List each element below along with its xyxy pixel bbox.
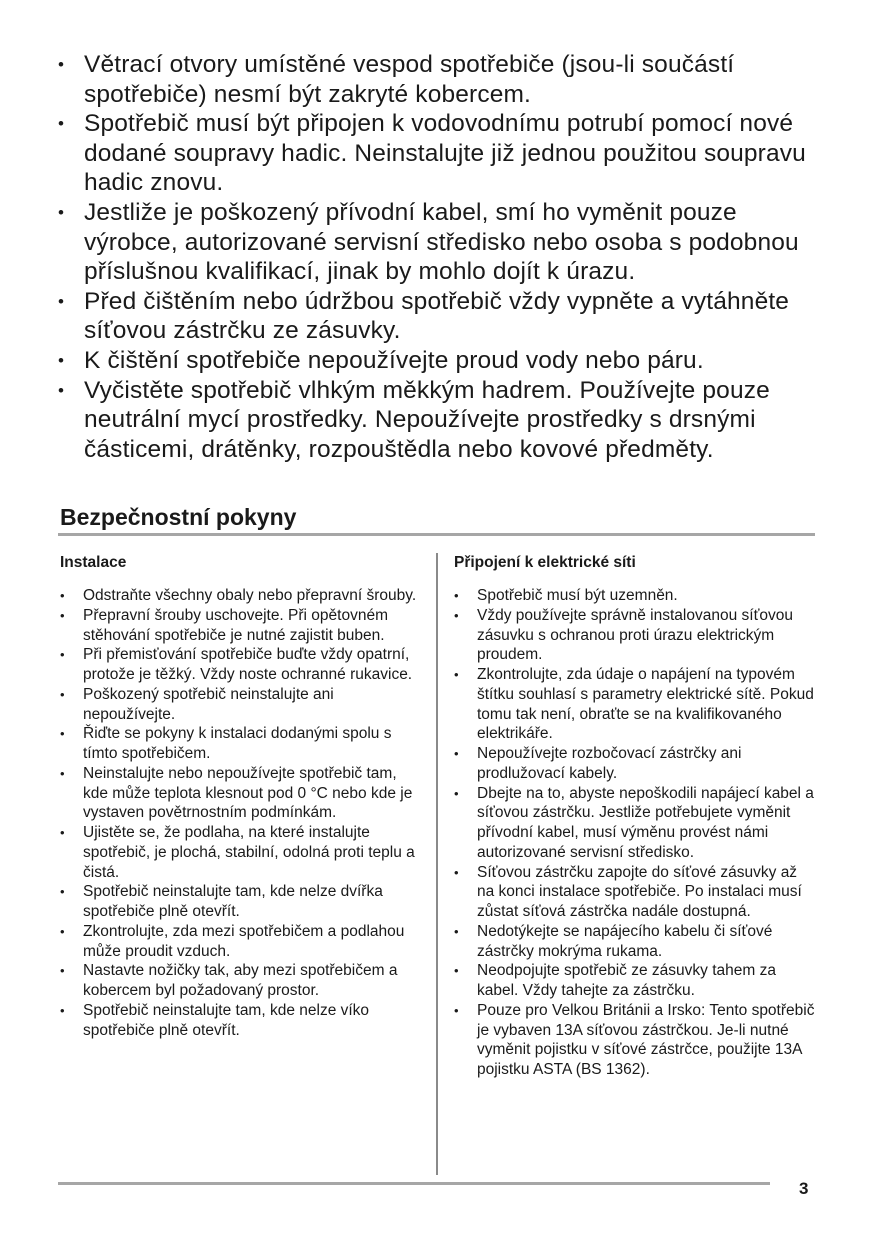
list-item: • Ujistěte se, že podlaha, na které instalujte spotřebič, je plochá, stabilní, odolná proti teplu a čistá. <box>60 823 422 882</box>
list-item: • Přepravní šrouby uschovejte. Při opětovném stěhování spotřebiče je nutné zajistit buben. <box>60 606 422 646</box>
list-item: • Neinstalujte nebo nepoužívejte spotřebič tam, kde může teplota klesnout pod 0 °C nebo kde je vystaven povětrnostním podmínkám. <box>60 764 422 823</box>
list-item: • Spotřebič neinstalujte tam, kde nelze dvířka spotřebiče plně otevřít. <box>60 882 422 922</box>
list-item: • Nedotýkejte se napájecího kabelu či síťové zástrčky mokrýma rukama. <box>454 922 816 962</box>
list-item: • Neodpojujte spotřebič ze zásuvky tahem za kabel. Vždy tahejte za zástrčku. <box>454 961 816 1001</box>
list-item: • Před čištěním nebo údržbou spotřebič vždy vypněte a vytáhněte síťovou zástrčku ze zásuvky. <box>58 287 833 346</box>
list-item: • Spotřebič neinstalujte tam, kde nelze víko spotřebiče plně otevřít. <box>60 1001 422 1041</box>
list-item: • Jestliže je poškozený přívodní kabel, smí ho vyměnit pouze výrobce, autorizované servisní středisko nebo osoba s podobnou příslušnou kvalifikací, jinak by mohlo dojít k úrazu. <box>58 198 833 287</box>
list-item: • Poškozený spotřebič neinstalujte ani nepoužívejte. <box>60 685 422 725</box>
intro-bullet-list <box>58 50 833 464</box>
list-item: • Při přemisťování spotřebiče buďte vždy opatrní, protože je těžký. Vždy noste ochranné rukavice. <box>60 645 422 685</box>
list-item: • Vyčistěte spotřebič vlhkým měkkým hadrem. Používejte pouze neutrální mycí prostředky. Nepoužívejte prostředky s drsnými částicemi, drátěnky, rozpouštědla nebo kovové předměty. <box>58 376 833 465</box>
list-item: • Nepoužívejte rozbočovací zástrčky ani prodlužovací kabely. <box>454 744 816 784</box>
electrical-heading: Připojení k elektrické síti <box>454 554 636 571</box>
electrical-column <box>454 553 816 1080</box>
list-item: • Řiďte se pokyny k instalaci dodanými spolu s tímto spotřebičem. <box>60 724 422 764</box>
section-divider <box>58 533 815 536</box>
installation-column <box>60 553 422 1040</box>
page-number: 3 <box>799 1179 809 1198</box>
column-divider <box>436 553 438 1175</box>
list-item: • Zkontrolujte, zda mezi spotřebičem a podlahou může proudit vzduch. <box>60 922 422 962</box>
installation-heading: Instalace <box>60 554 127 571</box>
electrical-list <box>454 586 816 1080</box>
list-item: • Větrací otvory umístěné vespod spotřebiče (jsou-li součástí spotřebiče) nesmí být zakryté kobercem. <box>58 50 833 109</box>
list-item: • Zkontrolujte, zda údaje o napájení na typovém štítku souhlasí s parametry elektrické sítě. Pokud tomu tak není, obraťte se na kvalifikovaného elektrikáře. <box>454 665 816 744</box>
list-item: • Nastavte nožičky tak, aby mezi spotřebičem a kobercem byl požadovaný prostor. <box>60 961 422 1001</box>
list-item: • K čištění spotřebiče nepoužívejte proud vody nebo páru. <box>58 346 833 376</box>
installation-list <box>60 586 422 1040</box>
list-item: • Odstraňte všechny obaly nebo přepravní šrouby. <box>60 586 422 606</box>
list-item: • Dbejte na to, abyste nepoškodili napájecí kabel a síťovou zástrčku. Jestliže potřebujete vyměnit přívodní kabel, musí výměnu provést námi autorizované servisní středisko. <box>454 784 816 863</box>
list-item: • Spotřebič musí být uzemněn. <box>454 586 816 606</box>
list-item: • Vždy používejte správně instalovanou síťovou zásuvku s ochranou proti úrazu elektrickým proudem. <box>454 606 816 665</box>
footer-divider <box>58 1182 770 1185</box>
list-item: • Síťovou zástrčku zapojte do síťové zásuvky až na konci instalace spotřebiče. Po instalaci musí zůstat síťová zástrčka nadále dostupná. <box>454 863 816 922</box>
list-item: • Pouze pro Velkou Británii a Irsko: Tento spotřebič je vybaven 13A síťovou zástrčkou. Je-li nutné vyměnit pojistku v síťové zástrčce, použijte 13A pojistku ASTA (BS 1362). <box>454 1001 816 1080</box>
list-item: • Spotřebič musí být připojen k vodovodnímu potrubí pomocí nové dodané soupravy hadic. Neinstalujte již jednou použitou soupravu hadic znovu. <box>58 109 833 198</box>
section-title: Bezpečnostní pokyny <box>60 504 297 530</box>
